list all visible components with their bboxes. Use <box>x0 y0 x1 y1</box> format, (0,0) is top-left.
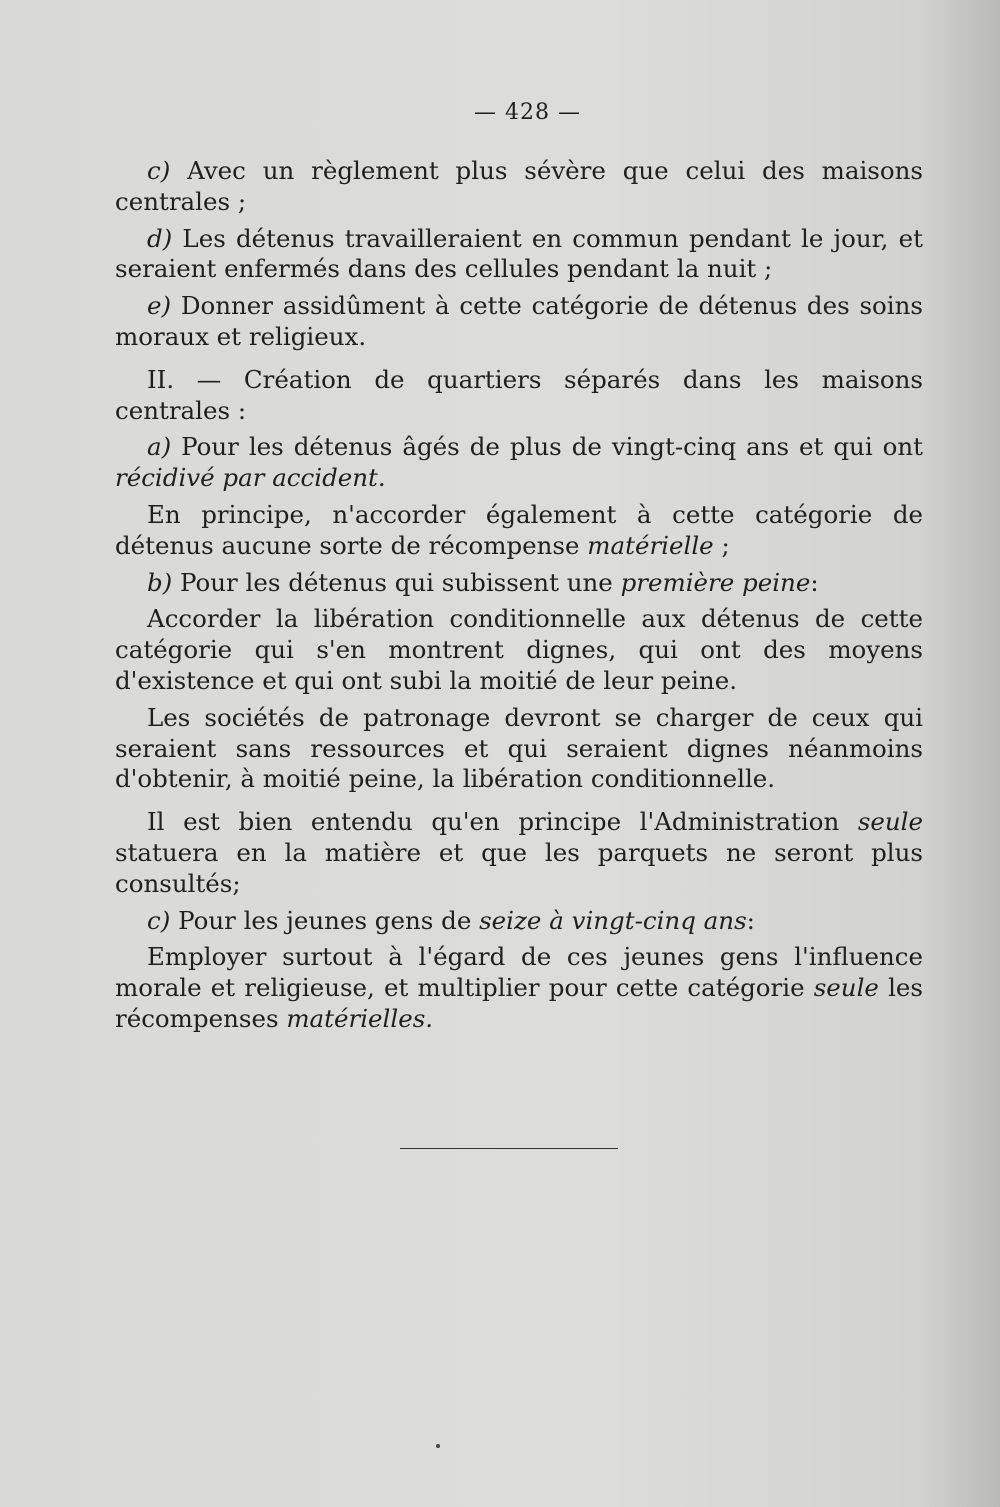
text-run: : <box>746 905 755 935</box>
paragraph <box>115 365 923 427</box>
italic-text: c) <box>147 905 179 935</box>
paragraph <box>115 604 923 696</box>
italic-text: seize à vingt-cinq ans <box>479 905 747 935</box>
italic-text: a) <box>147 432 182 462</box>
italic-text: première peine <box>620 567 811 597</box>
text-run: ; <box>713 530 730 560</box>
italic-text: e) <box>147 291 181 321</box>
text-run: Donner assidûment à cette catégorie de détenus des soins moraux et religieux. <box>115 291 923 351</box>
italic-text: seule <box>857 807 923 837</box>
paragraph <box>115 156 923 218</box>
paragraph <box>115 906 923 937</box>
text-run: Employer surtout à l'égard de ces jeunes gens l'influence morale et religieuse, et multiplier pour cette catégorie <box>115 942 923 1003</box>
paragraph <box>115 432 923 494</box>
paragraph <box>115 291 923 353</box>
italic-text: b) <box>147 567 181 597</box>
text-run: Pour les détenus âgés de plus de vingt-cinq ans et qui ont <box>181 432 923 462</box>
paragraph <box>115 703 923 795</box>
section-divider <box>400 1148 618 1149</box>
italic-text: matérielles. <box>286 1003 434 1033</box>
text-run: Les détenus travailleraient en commun pendant le jour, et seraient enfermés dans des cellules pendant la nuit ; <box>115 223 923 284</box>
print-speck <box>436 1444 440 1448</box>
paragraph <box>115 500 923 562</box>
italic-text: récidivé par accident. <box>115 463 386 493</box>
text-run: Il est bien entendu qu'en principe l'Administration <box>147 807 858 837</box>
page-number: — 428 — <box>474 100 581 125</box>
text-run: Accorder la libération conditionnelle aux détenus de cette catégorie qui s'en montrent dignes, qui ont des moyens d'existence et qui ont subi la moitié de leur peine. <box>115 604 923 695</box>
text-run: Les sociétés de patronage devront se charger de ceux qui seraient sans ressources et qui seraient dignes néanmoins d'obtenir, à moitié peine, la libération conditionnelle. <box>115 702 923 794</box>
body-text <box>115 156 923 1041</box>
paragraph <box>115 224 923 286</box>
italic-text: seule <box>813 973 879 1003</box>
text-run: II. — Création de quartiers séparés dans les maisons centrales : <box>115 364 923 425</box>
paragraph <box>115 807 923 899</box>
text-run: : <box>810 567 819 597</box>
italic-text: d) <box>147 223 183 253</box>
italic-text: matérielle <box>587 530 714 560</box>
text-run: Pour les jeunes gens de <box>178 905 480 935</box>
text-run: les récompenses <box>115 973 923 1033</box>
text-run: En principe, n'accorder également à cette catégorie de détenus aucune sorte de récompense <box>115 499 923 560</box>
text-run: Avec un règlement plus sévère que celui des maisons centrales ; <box>115 156 923 216</box>
text-run: statuera en la matière et que les parquets ne seront plus consultés; <box>115 837 923 898</box>
paragraph <box>115 568 923 599</box>
text-run: Pour les détenus qui subissent une <box>180 567 621 597</box>
italic-text: c) <box>147 156 188 185</box>
paragraph <box>115 942 923 1034</box>
